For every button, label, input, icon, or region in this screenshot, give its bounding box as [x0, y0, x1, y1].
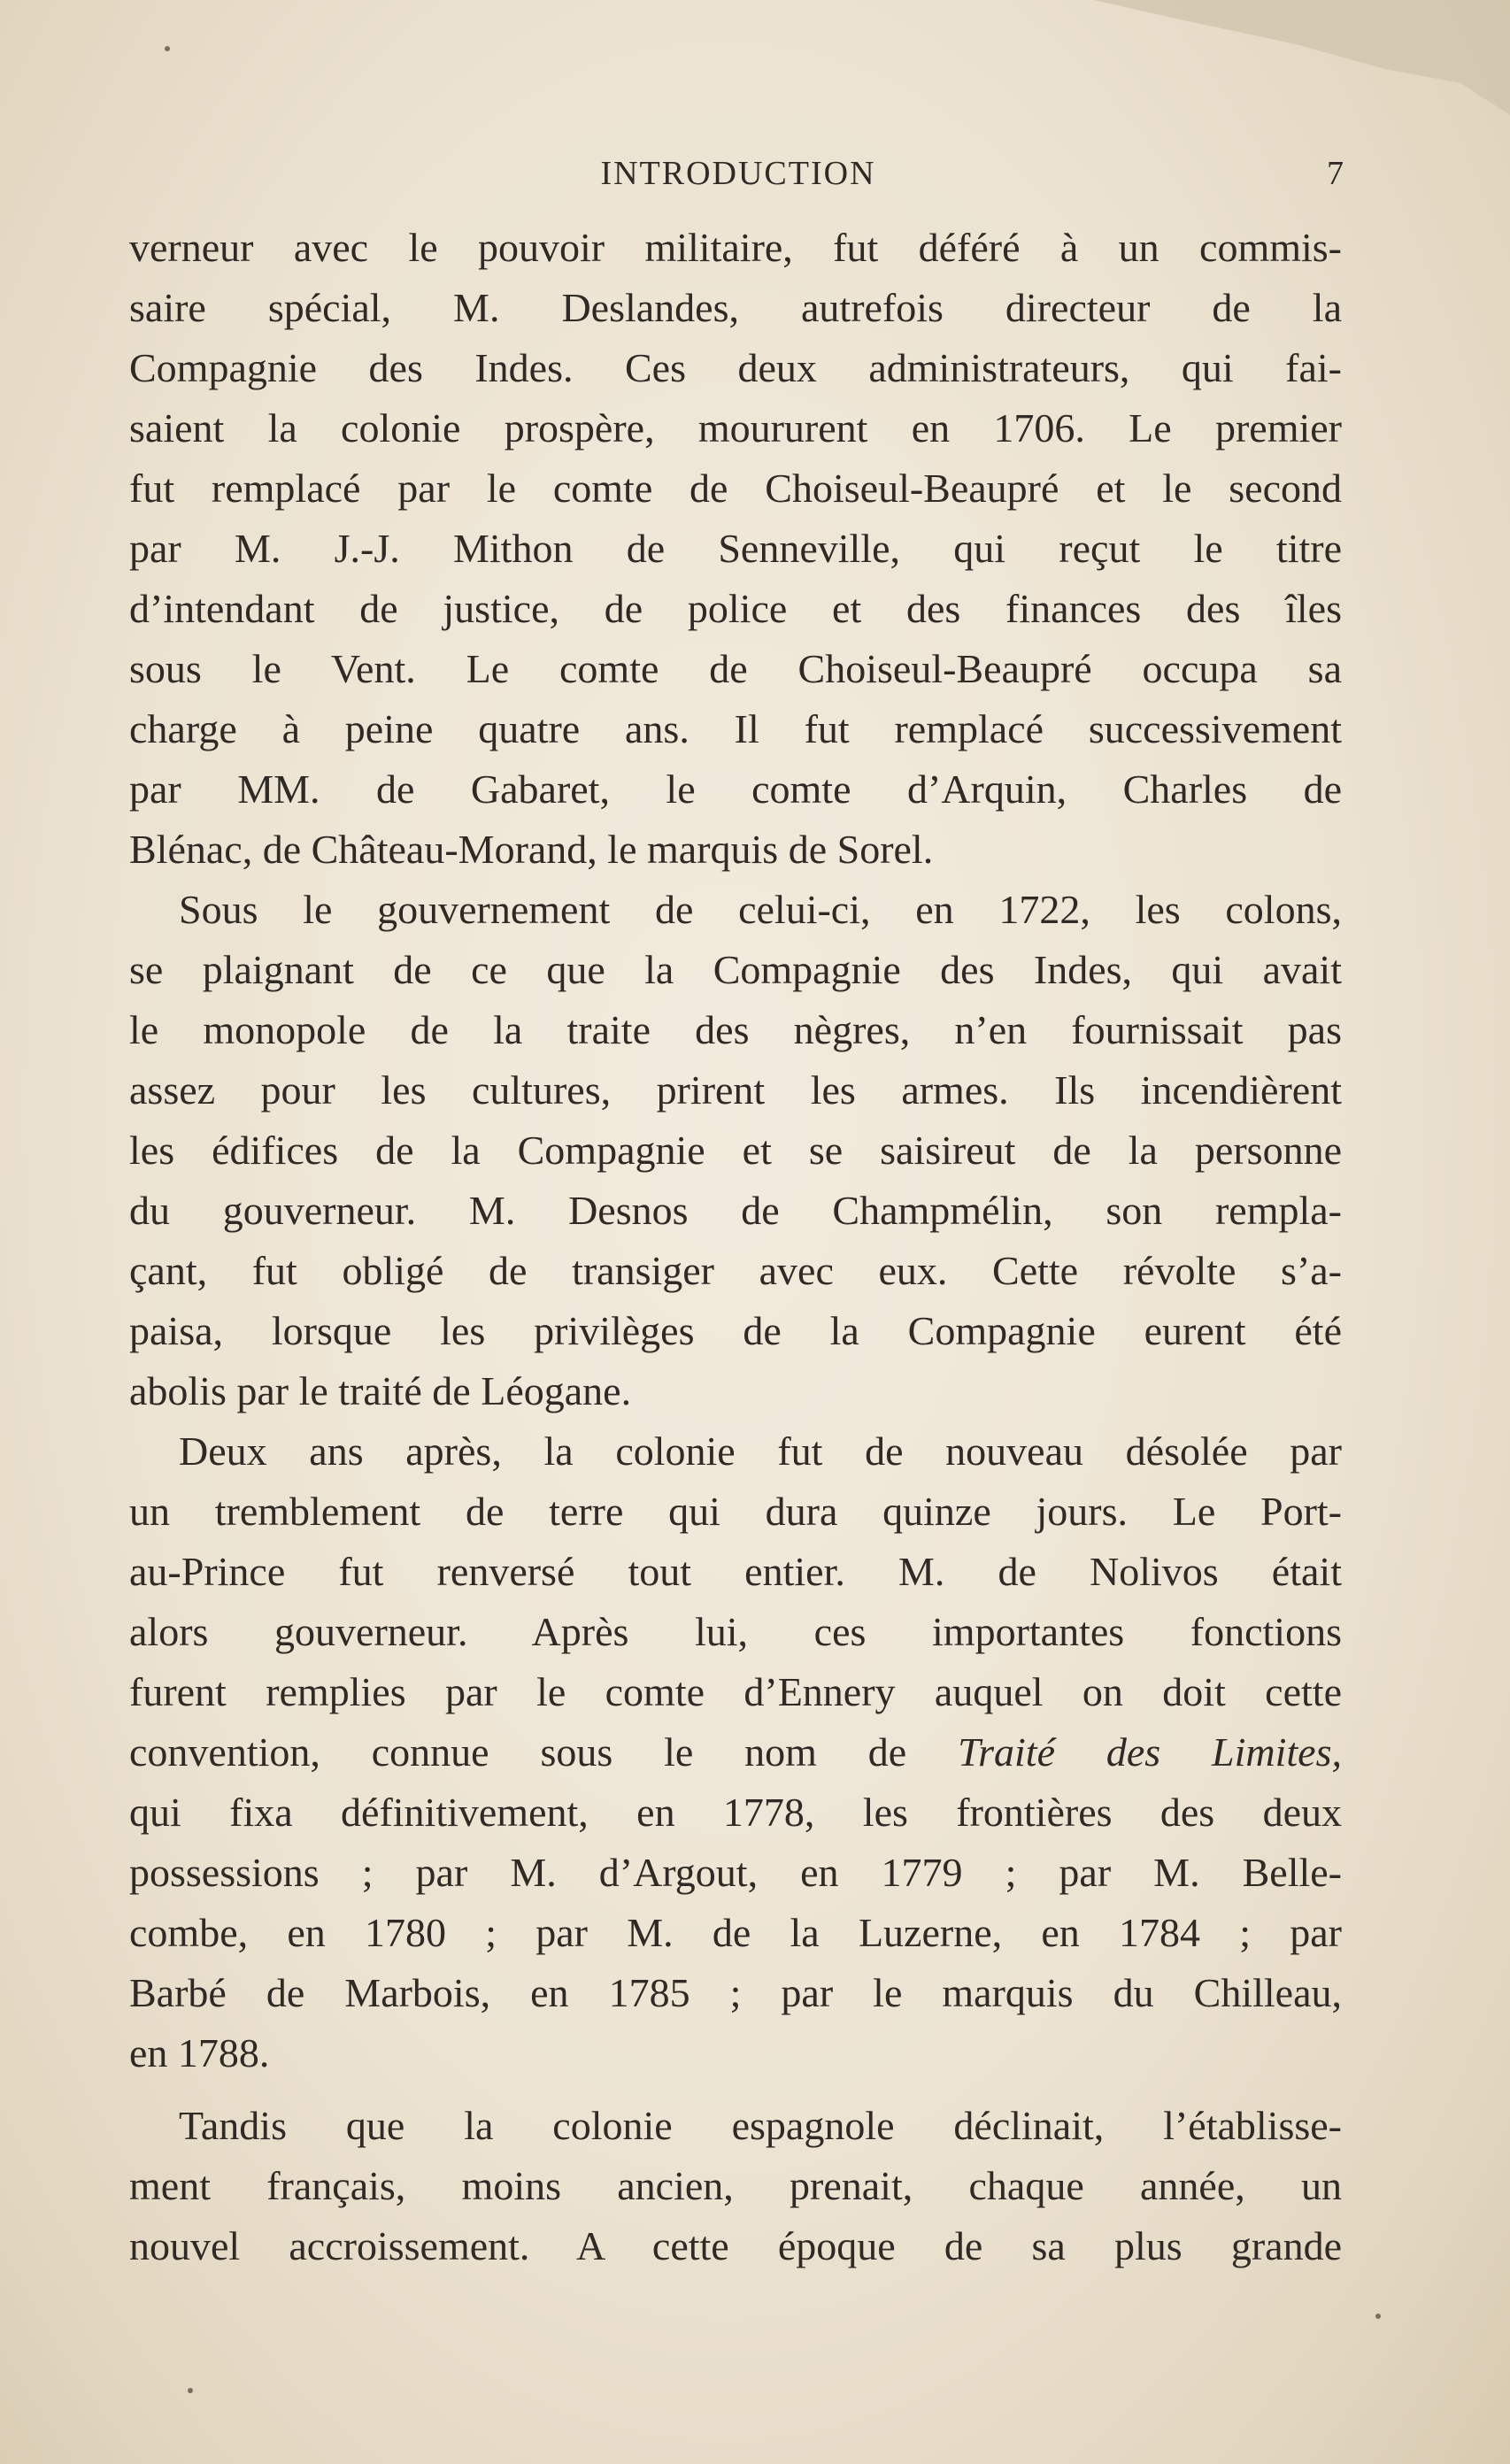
text-line: charge à peine quatre ans. Il fut remplacé successivement	[129, 706, 1342, 751]
text-line: par MM. de Gabaret, le comte d’Arquin, Charles de	[129, 766, 1342, 812]
text-line: Compagnie des Indes. Ces deux administrateurs, qui fai-	[129, 345, 1342, 390]
text-line: ment français, moins ancien, prenait, chaque année, un	[129, 2163, 1342, 2208]
text-line: se plaignant de ce que la Compagnie des Indes, qui avait	[129, 947, 1342, 992]
text-line: du gouverneur. M. Desnos de Champmélin, son rempla-	[129, 1188, 1342, 1233]
italic-title: Traité des Limites,	[958, 1729, 1342, 1775]
ink-speck	[188, 2388, 193, 2393]
torn-corner	[1094, 0, 1510, 115]
ink-speck	[165, 46, 170, 51]
text-line: combe, en 1780 ; par M. de la Luzerne, en 1784 ; par	[129, 1910, 1342, 1955]
text-line: Blénac, de Château-Morand, le marquis de Sorel.	[129, 827, 934, 872]
text-line: Barbé de Marbois, en 1785 ; par le marquis du Chilleau,	[129, 1970, 1342, 2015]
ink-speck	[1375, 2314, 1381, 2319]
text-line: par M. J.-J. Mithon de Senneville, qui reçut le titre	[129, 526, 1342, 571]
text-line: fut remplacé par le comte de Choiseul-Beaupré et le second	[129, 466, 1342, 511]
text-line: sous le Vent. Le comte de Choiseul-Beaupré occupa sa	[129, 646, 1342, 691]
text-line: Tandis que la colonie espagnole déclinait, l’établisse-	[179, 2103, 1342, 2148]
text-line: nouvel accroissement. A cette époque de sa plus grande	[129, 2223, 1342, 2268]
text-line: saire spécial, M. Deslandes, autrefois directeur de la	[129, 285, 1342, 330]
running-title: INTRODUCTION	[600, 155, 876, 192]
running-head	[133, 150, 1344, 195]
text-line: possessions ; par M. d’Argout, en 1779 ; par M. Belle-	[129, 1850, 1342, 1895]
body-text	[129, 218, 1342, 2276]
text-line: alors gouverneur. Après lui, ces importantes fonctions	[129, 1609, 1342, 1654]
text-line: les édifices de la Compagnie et se saisireut de la personne	[129, 1128, 1342, 1173]
text-line: Sous le gouvernement de celui-ci, en 1722, les colons,	[179, 887, 1342, 932]
text-line: abolis par le traité de Léogane.	[129, 1368, 632, 1413]
text-line: d’intendant de justice, de police et des finances des îles	[129, 586, 1342, 631]
text-line: au-Prince fut renversé tout entier. M. de Nolivos était	[129, 1549, 1342, 1594]
text-line: un tremblement de terre qui dura quinze jours. Le Port-	[129, 1489, 1342, 1534]
text-line: le monopole de la traite des nègres, n’en fournissait pas	[129, 1007, 1342, 1052]
text-line: qui fixa définitivement, en 1778, les frontières des deux	[129, 1790, 1342, 1835]
text-line: assez pour les cultures, prirent les armes. Ils incendièrent	[129, 1067, 1342, 1113]
text-line: furent remplies par le comte d’Ennery auquel on doit cette	[129, 1669, 1342, 1714]
text-line: verneur avec le pouvoir militaire, fut déféré à un commis-	[129, 225, 1342, 270]
text-line	[129, 1722, 1342, 1783]
page-number: 7	[1327, 155, 1344, 192]
text-line: çant, fut obligé de transiger avec eux. Cette révolte s’a-	[129, 1248, 1342, 1293]
text-line: Deux ans après, la colonie fut de nouveau désolée par	[179, 1428, 1342, 1474]
text-line: saient la colonie prospère, moururent en 1706. Le premier	[129, 405, 1342, 450]
text-line: paisa, lorsque les privilèges de la Compagnie eurent été	[129, 1308, 1342, 1353]
text-run: convention, connue sous le nom de	[129, 1729, 959, 1775]
text-line: en 1788.	[129, 2030, 270, 2075]
